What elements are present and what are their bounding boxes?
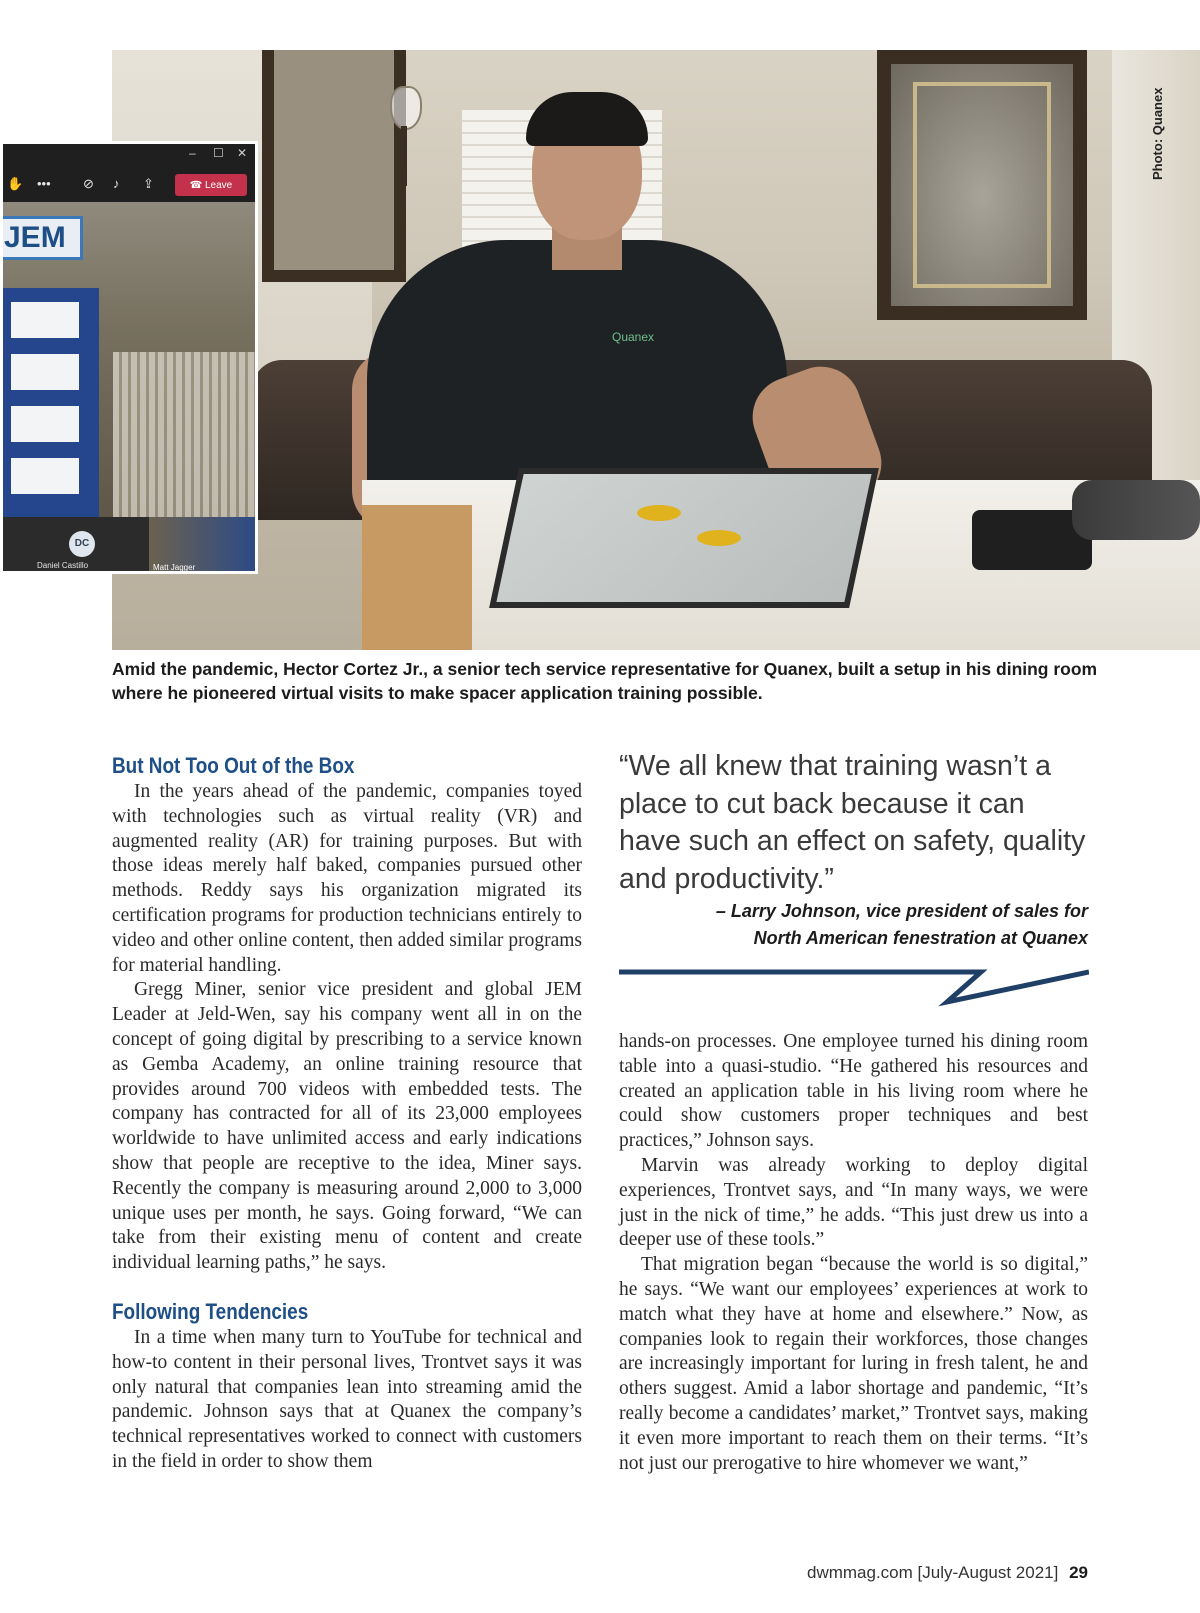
body-paragraph: That migration began “because the world is so digital,” he says. “We want our employees’ experiences at work to match what they have at home and elsewhere.” Now, as companies look to regain their workforces, those changes are increasingly important for luring in fresh talent, he and others suggest. Amid a labor shortage and pandemic, “It’s really become a candidates’ market,” Trontvet says, making it even more important to reach them on their terms. “It’s not just our prerogative to hire whomever we want,” — [619, 1254, 1088, 1474]
right-column — [619, 1030, 1088, 1476]
avatar[interactable]: DC — [69, 531, 95, 557]
photo-man-hair — [526, 92, 648, 146]
phone-hangup-icon: ☎ — [189, 179, 203, 191]
photo-credit: Photo: Quanex — [1150, 87, 1165, 180]
camera-off-icon[interactable]: ⊘ — [83, 176, 94, 191]
body-paragraph: In a time when many turn to YouTube for technical and how-to content in their personal lives, Trontvet says it was only natural that companies lean into streaming amid the pandemic. Johnson says that at Quanex the company’s technical representatives worked to connect with customers in the field in order to show them — [112, 1326, 582, 1472]
photo-table-base — [362, 505, 472, 650]
body-paragraph: hands-on processes. One employee turned his dining room table into a quasi-studio. “He gathered his resources and created an application table in his living room where he could show customers proper techniques and best practices,” Johnson says. — [619, 1031, 1088, 1152]
photo-framed-painting — [877, 50, 1087, 320]
share-screen-icon[interactable]: ⇪ — [143, 176, 154, 191]
photo-spacer-disc — [697, 530, 741, 546]
maximize-icon[interactable]: ☐ — [213, 146, 224, 160]
leave-label: Leave — [205, 179, 233, 191]
shirt-logo: Quanex — [612, 330, 655, 344]
call-video-feed — [3, 202, 255, 517]
left-column — [112, 752, 582, 1475]
more-options-icon[interactable]: ••• — [37, 176, 51, 191]
footer-site: dwmmag.com — [806, 1563, 913, 1582]
raise-hand-icon[interactable]: ✋ — [7, 176, 24, 191]
jem-sign: JEM — [3, 216, 83, 260]
call-toolbar — [3, 166, 255, 202]
attribution-line: North American fenestration at Quanex — [753, 928, 1088, 948]
photo-caption: Amid the pandemic, Hector Cortez Jr., a senior tech service representative for Quanex, built a setup in his dining room where he pioneered virtual visits to make spacer application training possible. — [112, 659, 1098, 703]
speech-bubble-rule — [619, 968, 1089, 1008]
display-board — [3, 288, 99, 517]
section-heading: Following Tendencies — [112, 1298, 309, 1324]
photo-spacer-spool — [1072, 480, 1200, 540]
feature-photo — [112, 50, 1200, 650]
page-footer — [807, 1563, 1088, 1583]
attribution-line: – Larry Johnson, vice president of sales for — [715, 901, 1088, 921]
footer-issue: [July-August 2021] — [917, 1563, 1059, 1582]
body-paragraph: Gregg Miner, senior vice president and global JEM Leader at Jeld-Wen, say his company went all in on the concept of going digital by prescribing to a service known as Gemba Academy, an online training resource that provides around 700 videos with embedded tests. The company has contracted for all of its 23,000 employees worldwide to have unlimited access and early indications show that people are receptive to the idea, Miner says. Recently the company is measuring around 2,000 to 3,000 unique uses per month, he says. Going forward, “We can take from their existing menu of content and create individual learning paths,” he says. — [112, 979, 582, 1274]
video-call-window — [0, 141, 258, 574]
pull-quote: “We all knew that training wasn’t a place to cut back because it can have such an effect on safety, quality and productivity.” — [619, 750, 1086, 895]
call-titlebar — [3, 144, 255, 166]
participant-strip — [3, 517, 255, 574]
participant-thumbnail[interactable] — [149, 517, 255, 574]
minimize-icon[interactable]: – — [189, 146, 196, 160]
participant-name: Matt Jagger — [153, 563, 196, 572]
photo-spacer-disc — [637, 505, 681, 521]
window-sample-shelf — [113, 352, 255, 517]
leave-call-button[interactable] — [175, 174, 247, 196]
body-paragraph: In the years ahead of the pandemic, companies toyed with technologies such as virtual reality (VR) and augmented reality (AR) for training purposes. But with those ideas merely half baked, companies pursued other methods. Reddy says his organization migrated its certification programs for production technicians entirely to video and other online content, then added similar programs for material handling. — [112, 781, 582, 976]
section-heading: But Not Too Out of the Box — [112, 753, 355, 778]
mic-off-icon[interactable]: ♪ — [113, 176, 120, 191]
close-icon[interactable]: ✕ — [237, 146, 248, 160]
photo-glass-unit — [489, 468, 879, 608]
body-paragraph: Marvin was already working to deploy digital experiences, Trontvet says, and “In many ways, we were just in the nick of time,” he adds. “This just drew us into a deeper use of these tools.” — [619, 1154, 1088, 1251]
photo-wall-sconce — [384, 86, 424, 206]
participant-name: Daniel Castillo — [37, 561, 89, 570]
page-number: 29 — [1069, 1563, 1088, 1582]
pull-quote-attribution — [619, 898, 1088, 952]
